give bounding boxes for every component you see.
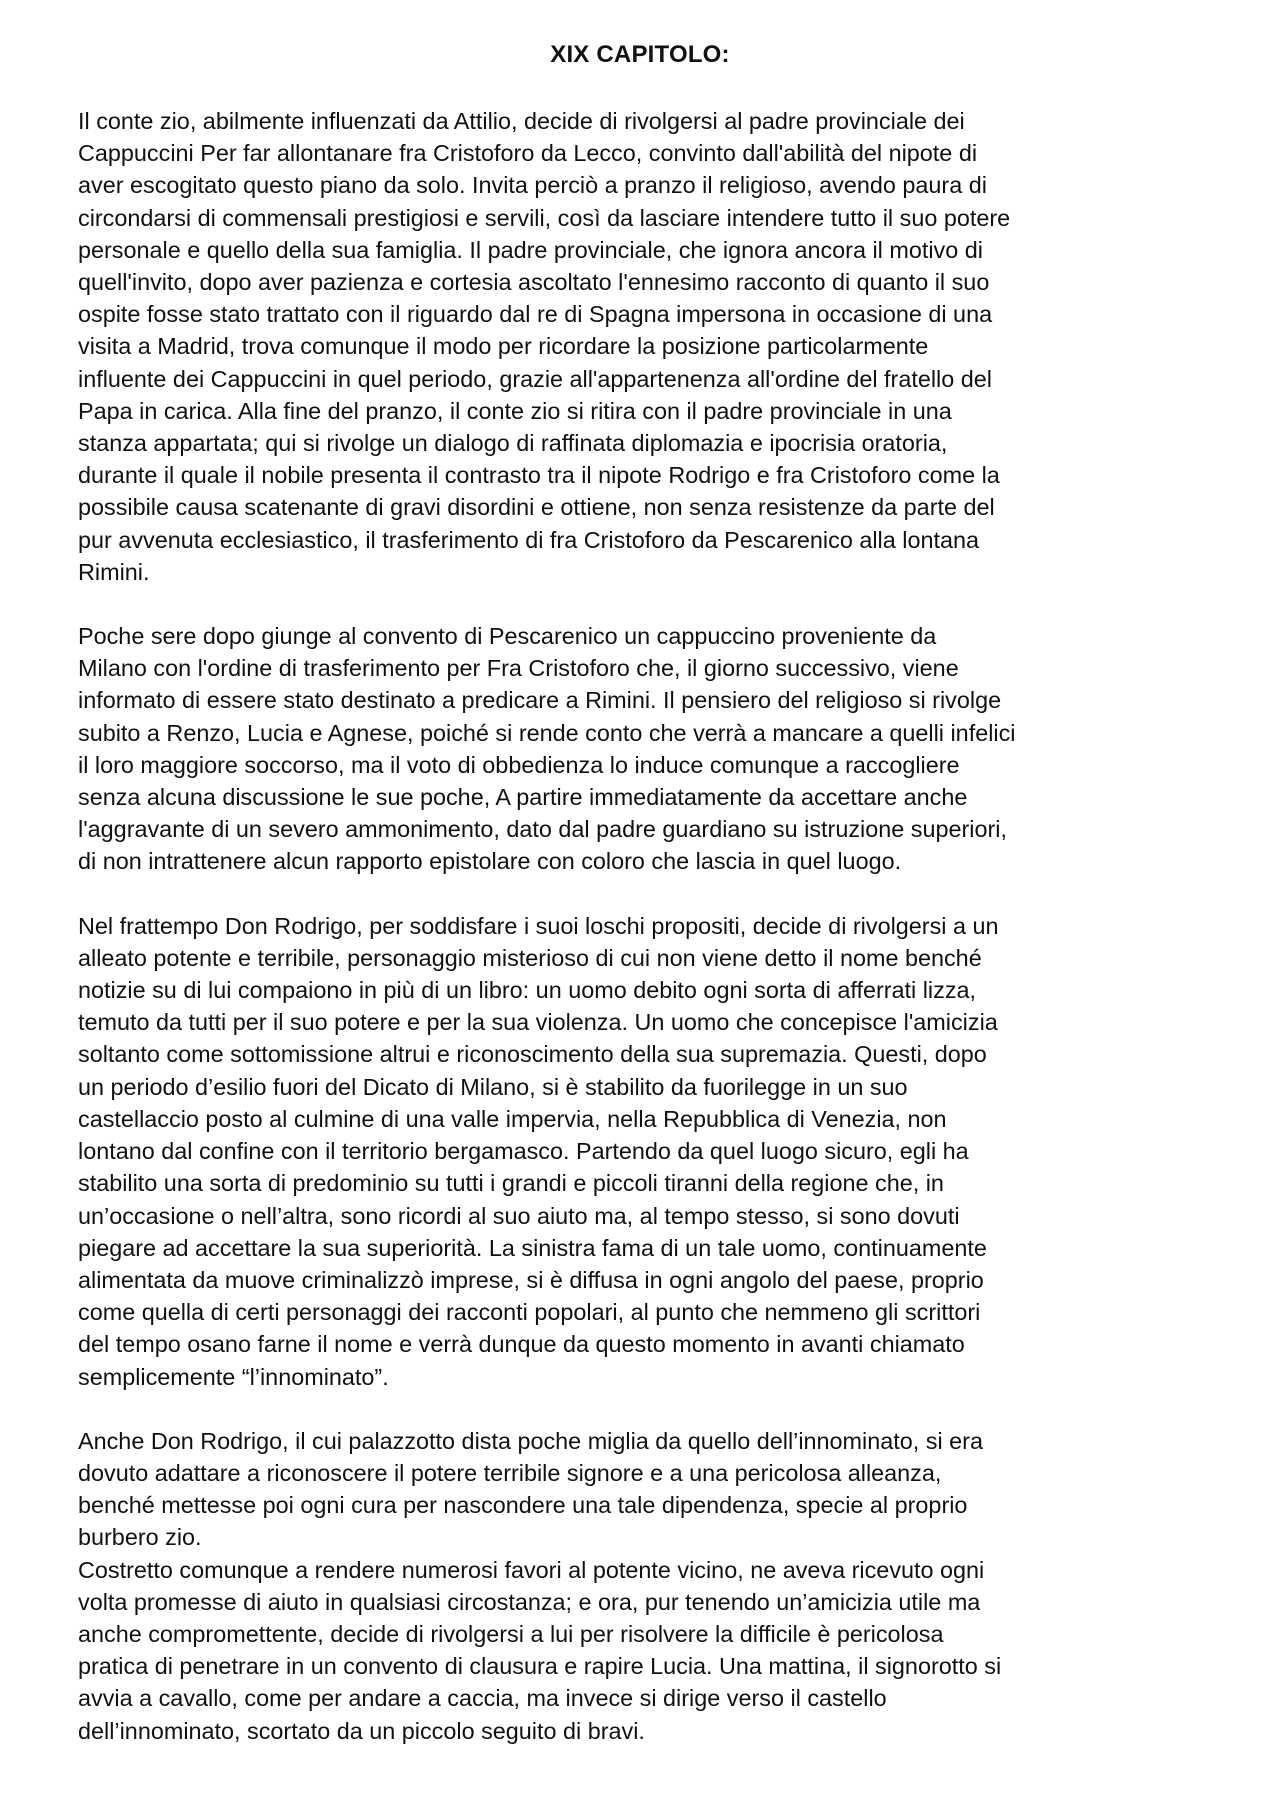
text-line: alimentata da muove criminalizzò imprese, si è diffusa in ogni angolo del paese, proprio [78,1266,984,1293]
text-line: come quella di certi personaggi dei racconti popolari, al punto che nemmeno gli scrittori [78,1299,981,1326]
text-line: possibile causa scatenante di gravi disordini e ottiene, non senza resistenze da parte del [78,494,995,521]
text-line: aver escogitato questo piano da solo. Invita perciò a pranzo il religioso, avendo paura di [78,172,987,199]
text-line: personale e quello della sua famiglia. Il padre provinciale, che ignora ancora il motivo di [78,236,983,263]
text-line: Milano con l'ordine di trasferimento per Fra Cristoforo che, il giorno successivo, viene [78,655,959,682]
text-line: Costretto comunque a rendere numerosi favori al potente vicino, ne aveva ricevuto ogni [78,1556,985,1583]
text-line: Nel frattempo Don Rodrigo, per soddisfare i suoi loschi propositi, decide di rivolgersi a un [78,912,999,939]
chapter-title: XIX CAPITOLO: [550,41,730,68]
text-line: l'aggravante di un severo ammonimento, dato dal padre guardiano su istruzione superiori, [78,816,1007,843]
text-line: Il conte zio, abilmente influenzati da Attilio, decide di rivolgersi al padre provinciale dei [78,108,965,134]
text-line: ospite fosse stato trattato con il riguardo dal re di Spagna impersona in occasione di una [78,301,993,328]
text-line: dovuto adattare a riconoscere il potere terribile signore e a una pericolosa alleanza, [78,1459,942,1486]
text-line: senza alcuna discussione le sue poche, A partire immediatamente da accettare anche [78,784,968,811]
text-line: subito a Renzo, Lucia e Agnese, poiché si rende conto che verrà a mancare a quelli infelici [78,719,1016,746]
text-line: circondarsi di commensali prestigiosi e servili, così da lasciare intendere tutto il suo potere [78,204,1011,231]
text-line: alleato potente e terribile, personaggio misterioso di cui non viene detto il nome benché [78,944,982,971]
text-line: Cappuccini Per far allontanare fra Cristoforo da Lecco, convinto dall'abilità del nipote di [78,140,978,167]
paragraph-1 [78,105,1206,588]
text-line: di non intrattenere alcun rapporto epistolare con coloro che lascia in quel luogo. [78,848,902,875]
text-line: semplicemente “l’innominato”. [78,1363,389,1390]
text-line: volta promesse di aiuto in qualsiasi circostanza; e ora, pur tenendo un’amicizia utile ma [78,1588,981,1615]
paragraph-2 [78,620,1206,878]
text-line: lontano dal confine con il territorio bergamasco. Partendo da quel luogo sicuro, egli ha [78,1138,969,1165]
text-line: pur avvenuta ecclesiastico, il trasferimento di fra Cristoforo da Pescarenico alla lontana [78,526,979,553]
text-line: avvia a cavallo, come per andare a caccia, ma invece si dirige verso il castello [78,1685,887,1712]
chapter-body [78,105,1206,1779]
text-line: temuto da tutti per il suo potere e per la sua violenza. Un uomo che concepisce l'amicizia [78,1009,998,1036]
text-line: del tempo osano farne il nome e verrà dunque da questo momento in avanti chiamato [78,1331,965,1358]
text-line: castellaccio posto al culmine di una valle impervia, nella Repubblica di Venezia, non [78,1105,947,1132]
text-line: Papa in carica. Alla fine del pranzo, il conte zio si ritira con il padre provinciale in una [78,397,952,424]
paragraph-3 [78,910,1206,1393]
text-line: informato di essere stato destinato a predicare a Rimini. Il pensiero del religioso si rivolge [78,687,1002,714]
text-line: il loro maggiore soccorso, ma il voto di obbedienza lo induce comunque a raccogliere [78,751,960,778]
text-line: stanza appartata; qui si rivolge un dialogo di raffinata diplomazia e ipocrisia oratoria, [78,430,948,457]
text-line: visita a Madrid, trova comunque il modo per ricordare la posizione particolarmente [78,333,929,360]
text-line: un periodo d’esilio fuori del Dicato di Milano, si è stabilito da fuorilegge in un suo [78,1073,908,1100]
text-line: un’occasione o nell’altra, sono ricordi al suo aiuto ma, al tempo stesso, si sono dovuti [78,1202,960,1229]
text-line: durante il quale il nobile presenta il contrasto tra il nipote Rodrigo e fra Cristoforo come la [78,462,1000,489]
text-line: pratica di penetrare in un convento di clausura e rapire Lucia. Una mattina, il signorotto si [78,1653,1002,1680]
text-line: notizie su di lui compaiono in più di un libro: un uomo debito ogni sorta di afferrati lizza, [78,977,977,1004]
text-line: burbero zio. [78,1524,202,1551]
text-line: piegare ad accettare la sua superiorità. La sinistra fama di un tale uomo, continuamente [78,1234,987,1261]
text-line: Poche sere dopo giunge al convento di Pescarenico un cappuccino proveniente da [78,623,937,650]
paragraph-5 [78,1554,1206,1747]
text-line: stabilito una sorta di predominio su tutti i grandi e piccoli tiranni della regione che, in [78,1170,944,1197]
text-line: soltanto come sottomissione altrui e riconoscimento della sua supremazia. Questi, dopo [78,1041,987,1068]
text-line: dell’innominato, scortato da un piccolo seguito di bravi. [78,1717,645,1744]
text-line: influente dei Cappuccini in quel periodo, grazie all'appartenenza all'ordine del fratello del [78,365,992,392]
paragraph-4 [78,1425,1206,1554]
text-line: Rimini. [78,558,150,585]
text-line: quell'invito, dopo aver pazienza e cortesia ascoltato l'ennesimo racconto di quanto il suo [78,269,990,296]
text-line: Anche Don Rodrigo, il cui palazzotto dista poche miglia da quello dell’innominato, si era [78,1427,983,1454]
text-line: benché mettesse poi ogni cura per nascondere una tale dipendenza, specie al proprio [78,1492,968,1519]
text-line: anche compromettente, decide di rivolgersi a lui per risolvere la difficile è pericolosa [78,1620,944,1647]
